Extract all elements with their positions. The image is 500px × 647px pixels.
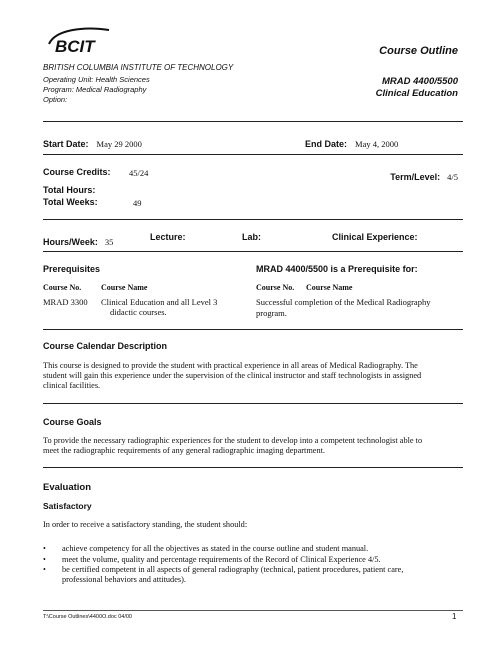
satisfactory-subheading: Satisfactory [43,501,92,511]
bcit-logo [43,22,115,60]
institute-name: BRITISH COLUMBIA INSTITUTE OF TECHNOLOGY [43,63,234,72]
term-level-label: Term/Level: [390,172,441,182]
goals-heading: Course Goals [43,417,102,427]
goals-line1: To provide the necessary radiographic experiences for the student to develop into a competent technologist able to [43,436,423,445]
evaluation-intro: In order to receive a satisfactory standing, the student should: [43,520,248,529]
operating-unit: Operating Unit: Health Sciences [43,75,150,84]
start-date-value: May 29 2000 [96,139,142,149]
footer-divider [43,610,463,611]
prereq-col-no: Course No. [43,283,82,292]
prereq-course-name-line2: didactic courses. [110,307,167,317]
bullet-text-continuation: professional behaviors and attitudes). [62,575,186,584]
course-credits-label: Course Credits: [43,167,111,177]
goals-line2: meet the radiographic requirements of any general radiographic imaging department. [43,446,325,455]
evaluation-heading: Evaluation [43,482,92,493]
page-number: 1 [452,612,457,621]
divider [43,154,463,155]
total-hours-label: Total Hours: [43,185,96,195]
calendar-line3: clinical facilities. [43,381,101,390]
hours-week-value: 35 [104,237,114,247]
hours-week-label: Hours/Week: [43,237,98,247]
doc-title: Course Outline [379,45,458,57]
bullet-text: meet the volume, quality and percentage requirements of the Record of Clinical Experience 4/5. [62,555,381,564]
divider [43,251,463,252]
end-date [305,134,398,152]
clinical-experience-label: Clinical Experience: [332,232,418,242]
footer-path: T:\Course Outlines\4400O.doc 04/00 [43,614,132,620]
course-credits-value: 45/24 [129,168,149,178]
divider [43,403,463,404]
calendar-line2: student will gain this experience under the supervision of the clinical instructor and staff technologists in assigned [43,371,422,380]
divider [43,329,463,330]
bullet-text: be certified competent in all aspects of general radiography (technical, patient procedures, patient care, [62,565,404,574]
calendar-line1: This course is designed to provide the student with practical experience in all areas of Medical Radiography. The [43,361,418,370]
calendar-heading: Course Calendar Description [43,341,168,351]
term-level-value: 4/5 [447,172,458,182]
total-weeks-value: 49 [133,198,142,208]
divider [43,219,463,220]
prereq-col-name: Course Name [101,283,148,292]
lecture-label: Lecture: [150,232,186,242]
hours-week [43,232,113,250]
prereq-course-no: MRAD 3300 [43,297,88,307]
prereq-for-col-name: Course Name [306,283,353,292]
logo-text: BCIT [55,37,95,56]
end-date-label: End Date: [305,139,348,149]
course-code: MRAD 4400/5500 [381,76,458,87]
bullet-icon: • [43,544,46,553]
prereq-for-col-no: Course No. [256,283,295,292]
bullet-icon: • [43,565,46,574]
prereq-course-name-line1: Clinical Education and all Level 3 [101,297,218,307]
end-date-value: May 4, 2000 [355,139,399,149]
start-date-label: Start Date: [43,139,89,149]
prereq-for-text-line1: Successful completion of the Medical Radiography [256,297,431,307]
divider [43,467,463,468]
divider [43,121,463,122]
prerequisite-for-heading: MRAD 4400/5500 is a Prerequisite for: [256,264,418,274]
course-name: Clinical Education [375,88,458,99]
total-weeks-label: Total Weeks: [43,197,98,207]
prerequisites-heading: Prerequisites [43,264,101,274]
program: Program: Medical Radiography [43,85,147,94]
start-date [43,134,142,152]
option: Option: [43,95,68,104]
bullet-text: achieve competency for all the objectives as stated in the course outline and student manual. [62,544,369,553]
bullet-icon: • [43,555,46,564]
lab-label: Lab: [242,232,261,242]
term-level [390,167,458,185]
prereq-for-text-line2: program. [256,308,287,318]
